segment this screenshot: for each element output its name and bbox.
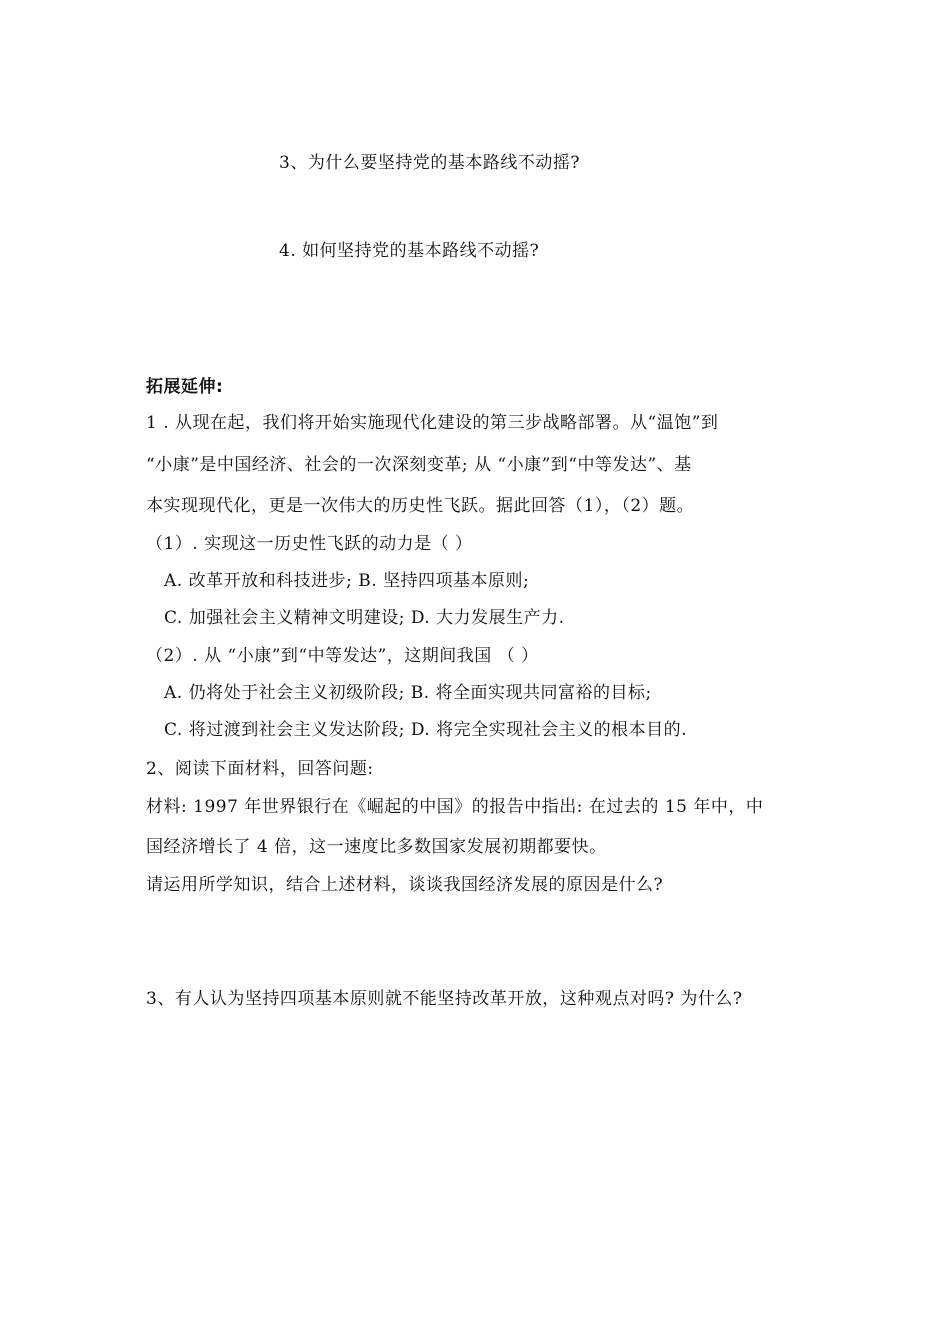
review-question-3: 3、为什么要坚持党的基本路线不动摇? — [279, 153, 580, 173]
subquestion-1-stem: （1）. 实现这一历史性飞跃的动力是（ ） — [146, 534, 473, 554]
subquestion-2-options-row2: C. 将过渡到社会主义发达阶段; D. 将完全实现社会主义的根本目的. — [164, 720, 688, 740]
item2-question: 请运用所学知识，结合上述材料，谈谈我国经济发展的原因是什么? — [146, 875, 664, 895]
subquestion-1-options-row1: A. 改革开放和科技进步; B. 坚持四项基本原则; — [164, 571, 530, 591]
subquestion-1-options-row2: C. 加强社会主义精神文明建设; D. 大力发展生产力. — [164, 608, 565, 628]
item1-paragraph-line2: “小康”是中国经济、社会的一次深刻变革; 从 “小康”到“中等发达”、基 — [146, 455, 692, 475]
section-heading-extension: 拓展延伸: — [146, 377, 224, 397]
subquestion-2-options-row1: A. 仍将处于社会主义初级阶段; B. 将全面实现共同富裕的目标; — [164, 683, 652, 703]
item2-intro: 2、阅读下面材料，回答问题: — [146, 759, 374, 779]
item1-paragraph-line3: 本实现现代化，更是一次伟大的历史性飞跃。据此回答（1），（2）题。 — [146, 496, 695, 516]
item1-paragraph-line1: 1 . 从现在起，我们将开始实施现代化建设的第三步战略部署。从“温饱”到 — [146, 413, 719, 433]
subquestion-2-stem: （2）. 从 “小康”到“中等发达”，这期间我国 （ ） — [146, 646, 539, 666]
review-question-4: 4. 如何坚持党的基本路线不动摇? — [279, 241, 540, 261]
item2-material-line1: 材料: 1997 年世界银行在《崛起的中国》的报告中指出: 在过去的 15 年中，中 — [146, 797, 764, 817]
item2-material-line2: 国经济增长了 4 倍，这一速度比多数国家发展初期都要快。 — [146, 837, 607, 857]
item3-question: 3、有人认为坚持四项基本原则就不能坚持改革开放，这种观点对吗? 为什么? — [146, 989, 743, 1009]
